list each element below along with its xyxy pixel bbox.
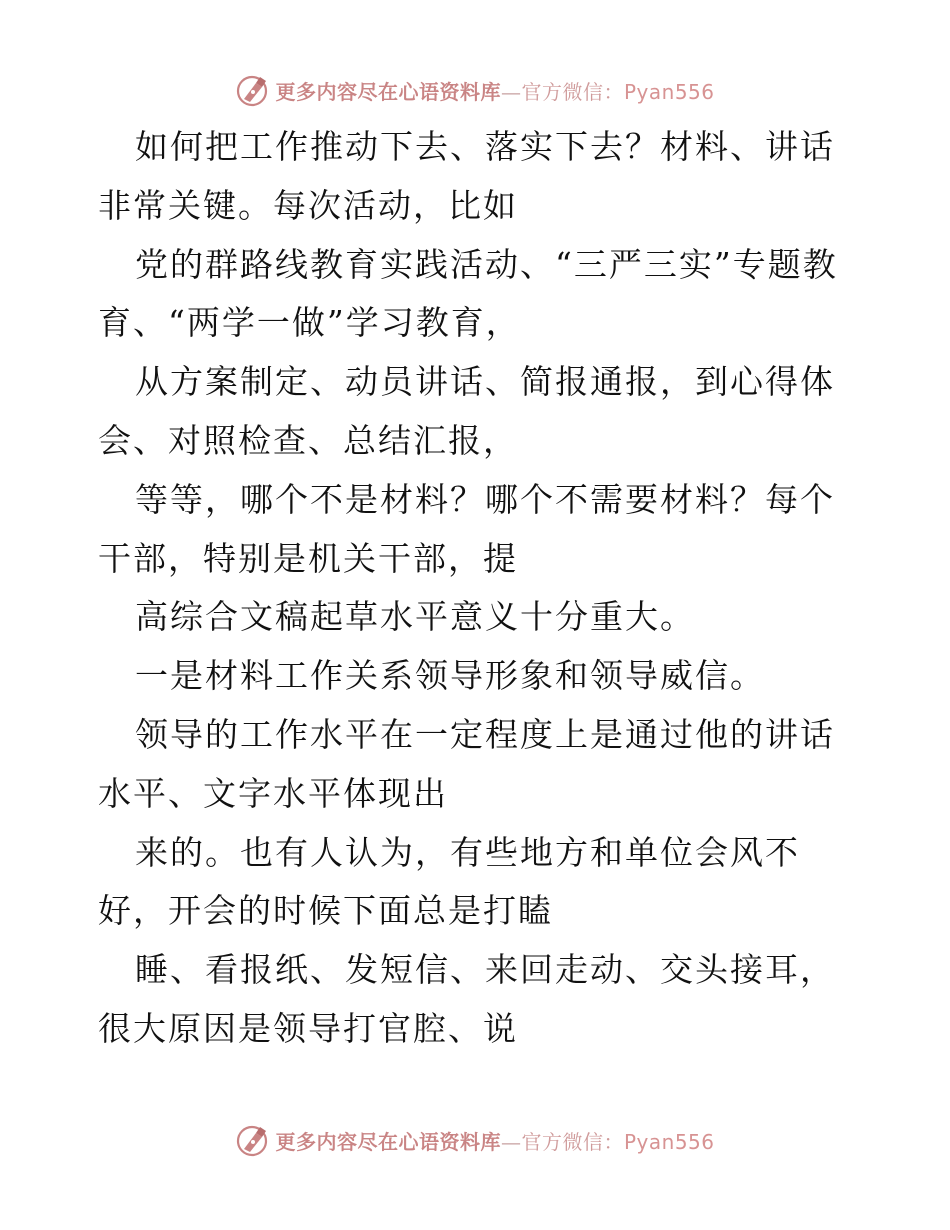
watermark-separator: —	[500, 1129, 522, 1154]
watermark-text	[275, 76, 714, 105]
paragraph: 如何把工作推动下去、落实下去？材料、讲话非常关键。每次活动，比如	[98, 127, 835, 225]
paragraph: 来的。也有人认为，有些地方和单位会风不好，开会的时候下面总是打瞌	[98, 832, 800, 931]
paragraph: 睡、看报纸、发短信、来回走动、交头接耳，很大原因是领导打官腔、说	[98, 950, 835, 1048]
header-watermark	[0, 70, 950, 110]
paragraph: 一是材料工作关系领导形象和领导威信。	[135, 656, 765, 696]
paragraph: 领导的工作水平在一定程度上是通过他的讲话水平、文字水平体现出	[98, 714, 835, 813]
document-body	[98, 118, 856, 1059]
watermark-text	[275, 1126, 714, 1155]
watermark-brand: 更多内容尽在心语资料库	[275, 1129, 501, 1154]
watermark-wechat-id: Pyan556	[623, 79, 715, 104]
paragraph: 等等，哪个不是材料？哪个不需要材料？每个干部，特别是机关干部，提	[98, 479, 835, 578]
watermark-wechat-label: 官方微信：	[521, 1129, 624, 1154]
watermark-wechat-id: Pyan556	[623, 1129, 715, 1154]
footer-watermark	[0, 1120, 950, 1160]
pen-nib-logo-icon	[235, 1122, 271, 1158]
watermark-wechat-label: 官方微信：	[521, 79, 624, 104]
paragraph: 从方案制定、动员讲话、简报通报，到心得体会、对照检查、总结汇报，	[98, 362, 835, 460]
watermark-brand: 更多内容尽在心语资料库	[275, 79, 501, 104]
watermark-separator: —	[500, 79, 522, 104]
paragraph: 高综合文稿起草水平意义十分重大。	[135, 597, 695, 637]
paragraph: 党的群路线教育实践活动、“三严三实”专题教育、“两学一做”学习教育，	[98, 244, 838, 343]
pen-nib-logo-icon	[235, 72, 271, 108]
